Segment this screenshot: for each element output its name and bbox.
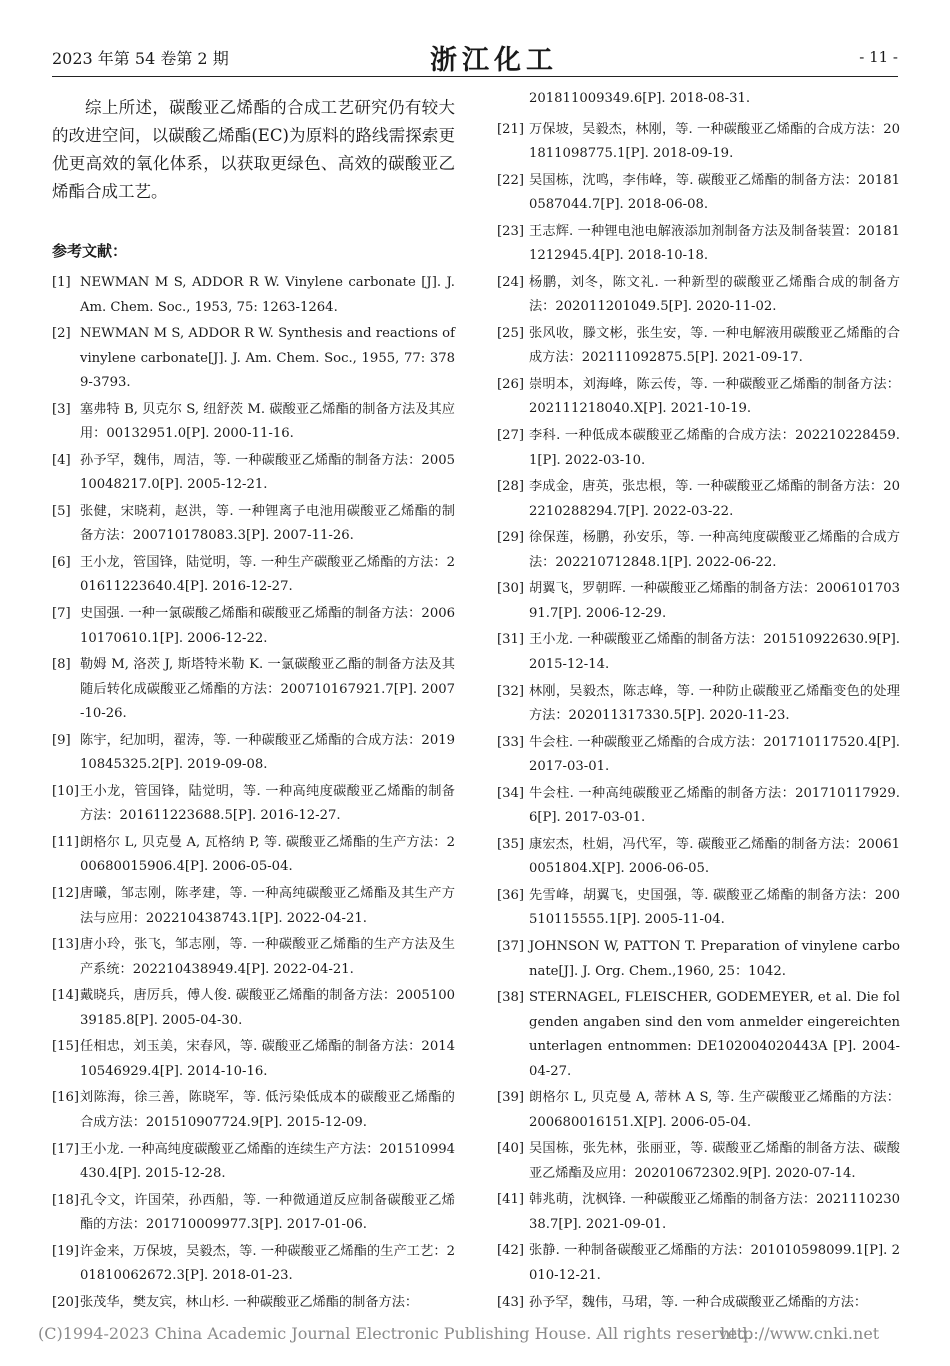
reference-item <box>497 169 900 218</box>
reference-item <box>497 577 900 626</box>
reference-item <box>497 475 900 524</box>
reference-text: 刘陈海，徐三善，陈晓军，等. 低污染低成本的碳酸亚乙烯酯的合成方法：201510907724.9[P]. 2015-12-09. <box>80 1090 455 1130</box>
reference-number: [29] <box>497 530 525 546</box>
reference-text: 牛会柱. 一种高纯碳酸亚乙烯酯的制备方法：201710117929.6[P]. 2017-03-01. <box>529 785 900 826</box>
summary-paragraph: 综上所述，碳酸亚乙烯酯的合成工艺研究仍有较大的改进空间，以碳酸乙烯酯(EC)为原料的路线需探索更优更高效的氧化体系，以获取更绿色、高效的碳酸亚乙烯酯合成工艺。 <box>52 98 455 201</box>
reference-text: 勒姆 M, 洛茨 J, 斯塔特米勒 K. 一氯碳酸亚乙酯的制备方法及其随后转化成碳酸亚乙烯酯的方法：200710167921.7[P]. 2007-10-26. <box>80 657 455 722</box>
reference-item <box>497 220 900 269</box>
reference-item <box>52 1035 455 1084</box>
reference-text: 孔令文，许国荣，孙西船，等. 一种微通道反应制备碳酸亚乙烯酯的方法：201710009977.3[P]. 2017-01-06. <box>80 1192 455 1233</box>
reference-item <box>52 653 455 727</box>
journal-title: 浙江化工 <box>430 45 558 76</box>
reference-item <box>497 680 900 729</box>
reference-text: 任相忠，刘玉美，宋春风，等. 碳酸亚乙烯酯的制备方法：201410546929.4[P]. 2014-10-16. <box>80 1039 455 1079</box>
reference-item <box>497 628 900 677</box>
reference-item <box>52 322 455 396</box>
reference-text: 康宏杰，杜娟，冯代军，等. 碳酸亚乙烯酯的制备方法：200610051804.X[P]. 2006-06-05. <box>529 836 900 877</box>
reference-item <box>52 831 455 880</box>
reference-number: [1] <box>52 275 71 290</box>
reference-number: [31] <box>497 632 525 648</box>
reference-item <box>52 1291 455 1316</box>
reference-item <box>52 271 455 320</box>
reference-item <box>497 1239 900 1288</box>
reference-text: 陈宇，纪加明，翟涛，等. 一种碳酸亚乙烯酯的合成方法：201910845325.2[P]. 2019-09-08. <box>80 732 455 773</box>
reference-number: [21] <box>497 121 525 137</box>
reference-number: [18] <box>52 1192 80 1208</box>
reference-text: JOHNSON W, PATTON T. Preparation of vinylene carbonate[J]. J. Org. Chem.,1960, 25：1042. <box>529 939 900 979</box>
reference-item <box>52 449 455 498</box>
reference-number: [3] <box>52 401 71 417</box>
reference-number: [5] <box>52 503 71 519</box>
reference-text: 李科. 一种低成本碳酸亚乙烯酯的合成方法：202210228459.1[P]. 2022-03-10. <box>529 428 900 468</box>
reference-number: [9] <box>52 732 71 748</box>
page-header <box>0 0 950 78</box>
reference-text: 吴国栋，沈鸣，李伟峰，等. 碳酸亚乙烯酯的制备方法：201810587044.7[P]. 2018-06-08. <box>529 172 900 213</box>
left-column <box>52 84 455 1317</box>
reference-item <box>497 1291 900 1316</box>
reference-number: [36] <box>497 887 525 903</box>
reference-item <box>497 424 900 473</box>
reference-text: 戴晓兵，唐厉兵，傅人俊. 碳酸亚乙烯酯的制备方法：200510039185.8[P]. 2005-04-30. <box>80 988 455 1028</box>
reference-number: [38] <box>497 990 525 1006</box>
reference-number: [26] <box>497 376 525 392</box>
reference-number: [30] <box>497 581 525 597</box>
reference-text: 王小龙，管国锋，陆觉明，等. 一种高纯度碳酸亚乙烯酯的制备方法：201611223688.5[P]. 2016-12-27. <box>80 783 455 824</box>
reference-number: [7] <box>52 606 71 622</box>
reference-number: [40] <box>497 1141 525 1157</box>
header-rule <box>52 76 898 77</box>
reference-item <box>52 500 455 549</box>
page-footer <box>20 1316 950 1356</box>
reference-item <box>52 602 455 651</box>
copyright-notice: (C)1994-2023 China Academic Journal Electronic Publishing House. All rights reserved. <box>38 1324 753 1343</box>
reference-text: NEWMAN M S, ADDOR R W. Vinylene carbonate [J]. J. Am. Chem. Soc., 1953, 75: 1263-1264. <box>80 275 455 315</box>
reference-number: [4] <box>52 452 71 468</box>
reference-item <box>52 1189 455 1238</box>
reference-item <box>52 882 455 931</box>
reference-item <box>52 1138 455 1187</box>
reference-item <box>497 1188 900 1237</box>
reference-text: STERNAGEL, FLEISCHER, GODEMEYER, et al. Die folgenden angaben sind den vom anmelder eingereichten unterlagen entnommen: DE102004020443A [P]. 2004-04-27. <box>529 990 900 1079</box>
reference-text: 唐小玲，张飞，邹志刚，等. 一种碳酸亚乙烯酯的生产方法及生产系统：202210438949.4[P]. 2022-04-21. <box>80 937 455 977</box>
reference-text: 王小龙. 一种高纯度碳酸亚乙烯酯的连续生产方法：201510994430.4[P]. 2015-12-28. <box>80 1141 455 1181</box>
reference-text: 唐曦，邹志刚，陈孝建，等. 一种高纯碳酸亚乙烯酯及其生产方法与应用：202210438743.1[P]. 2022-04-21. <box>80 886 455 926</box>
reference-text: 胡翼飞，罗朝晖. 一种碳酸亚乙烯酯的制备方法：200610170391.7[P]. 2006-12-29. <box>529 581 900 621</box>
reference-item <box>497 833 900 882</box>
reference-number: [34] <box>497 785 525 801</box>
reference-number: [13] <box>52 937 80 953</box>
reference-item <box>497 935 900 984</box>
reference-item <box>497 782 900 831</box>
reference-number: [12] <box>52 886 80 902</box>
reference-number: [39] <box>497 1090 525 1106</box>
reference-number: [6] <box>52 554 71 570</box>
reference-text: 朗格尔 L, 贝克曼 A, 蒂林 A S, 等. 生产碳酸亚乙烯酯的方法：200680016151.X[P]. 2006-05-04. <box>529 1090 900 1130</box>
reference-text: 李成金，唐英，张忠根，等. 一种碳酸亚乙烯酯的制备方法：202210288294.7[P]. 2022-03-22. <box>529 479 900 519</box>
reference-text: 崇明本，刘海峰，陈云传，等. 一种碳酸亚乙烯酯的制备方法：202111218040.X[P]. 2021-10-19. <box>529 376 900 417</box>
reference-number: [42] <box>497 1243 525 1259</box>
reference-text: 张健，宋晓莉，赵洪，等. 一种锂离子电池用碳酸亚乙烯酯的制备方法：200710178083.3[P]. 2007-11-26. <box>80 503 455 544</box>
reference-text: 先雪峰，胡翼飞，史国强，等. 碳酸亚乙烯酯的制备方法：200510115555.1[P]. 2005-11-04. <box>529 887 900 928</box>
reference-text: 林刚，吴毅杰，陈志峰，等. 一种防止碳酸亚乙烯酯变色的处理方法：202011317330.5[P]. 2020-11-23. <box>529 683 900 724</box>
reference-number: [14] <box>52 988 80 1004</box>
reference-number: [2] <box>52 326 71 342</box>
reference-text: 朗格尔 L, 贝克曼 A, 瓦格纳 P, 等. 碳酸亚乙烯酯的生产方法：200680015906.4[P]. 2006-05-04. <box>80 834 455 875</box>
right-reference-list <box>497 118 900 1316</box>
reference-text: 孙予罕，魏伟，马珺，等. 一种合成碳酸亚乙烯酯的方法： <box>529 1294 868 1310</box>
reference-number: [35] <box>497 836 525 852</box>
reference-text: 张静. 一种制备碳酸亚乙烯酯的方法：201010598099.1[P]. 2010-12-21. <box>529 1243 900 1283</box>
reference-text: 牛会柱. 一种碳酸亚乙烯酯的合成方法：201710117520.4[P]. 2017-03-01. <box>529 734 900 775</box>
reference-text: 杨鹏，刘冬，陈文礼. 一种新型的碳酸亚乙烯酯合成的制备方法：202011201049.5[P]. 2020-11-02. <box>529 274 900 315</box>
reference-text: 史国强. 一种一氯碳酸乙烯酯和碳酸亚乙烯酯的制备方法：200610170610.1[P]. 2006-12-22. <box>80 606 455 646</box>
reference-item <box>52 551 455 600</box>
reference-number: [23] <box>497 223 525 239</box>
reference-text: 王志辉. 一种锂电池电解液添加剂制备方法及制备装置：201811212945.4[P]. 2018-10-18. <box>529 223 900 264</box>
reference-text: 张茂华，樊友宾，林山杉. 一种碳酸亚乙烯酯的制备方法： <box>80 1294 419 1310</box>
reference-text: 韩兆萌，沈枫锋. 一种碳酸亚乙烯酯的制备方法：202111023038.7[P]. 2021-09-01. <box>529 1192 900 1232</box>
reference-item <box>497 271 900 320</box>
reference-item <box>497 884 900 933</box>
reference-number: [43] <box>497 1294 525 1310</box>
reference-item <box>52 398 455 447</box>
reference-item <box>52 1240 455 1289</box>
reference-number: [19] <box>52 1243 80 1259</box>
reference-number: [17] <box>52 1141 80 1157</box>
reference-text: 张风收，滕文彬，张生安，等. 一种电解液用碳酸亚乙烯酯的合成方法：202111092875.5[P]. 2021-09-17. <box>529 325 900 366</box>
issue-info: 2023 年第 54 卷第 2 期 <box>52 49 229 68</box>
reference-number: [32] <box>497 683 525 699</box>
page-number: - 11 - <box>859 48 898 66</box>
reference-text: 塞弗特 B, 贝克尔 S, 纽舒茨 M. 碳酸亚乙烯酯的制备方法及其应用：00132951.0[P]. 2000-11-16. <box>80 401 455 442</box>
reference-text: 万保坡，吴毅杰，林刚，等. 一种碳酸亚乙烯酯的合成方法：201811098775.1[P]. 2018-09-19. <box>529 121 900 161</box>
footer-url[interactable]: http://www.cnki.net <box>720 1324 880 1343</box>
reference-item <box>52 933 455 982</box>
reference-item <box>497 322 900 371</box>
reference-text: 徐保莲，杨鹏，孙安乐，等. 一种高纯度碳酸亚乙烯酯的合成方法：202210712848.1[P]. 2022-06-22. <box>529 530 900 570</box>
reference-number: [27] <box>497 428 525 444</box>
reference-item <box>497 118 900 167</box>
reference-item <box>497 373 900 422</box>
reference-text: 许金来，万保坡，吴毅杰，等. 一种碳酸亚乙烯酯的生产工艺：201810062672.3[P]. 2018-01-23. <box>80 1243 455 1284</box>
reference-number: [8] <box>52 657 71 673</box>
left-reference-list <box>52 271 455 1315</box>
reference-number: [33] <box>497 734 525 750</box>
reference-number: [24] <box>497 274 525 290</box>
reference-number: [10] <box>52 783 80 799</box>
reference-number: [41] <box>497 1192 525 1208</box>
reference-item <box>497 1086 900 1135</box>
reference-text: 孙予罕，魏伟，周洁，等. 一种碳酸亚乙烯酯的制备方法：200510048217.0[P]. 2005-12-21. <box>80 452 455 493</box>
references-heading: 参考文献： <box>52 242 128 260</box>
reference-number: [25] <box>497 325 525 341</box>
reference-number: [20] <box>52 1294 80 1310</box>
reference-text: 王小龙，管国锋，陆觉明，等. 一种生产碳酸亚乙烯酯的方法：201611223640.4[P]. 2016-12-27. <box>80 554 455 595</box>
reference-continuation: 201811009349.6[P]. 2018-08-31. <box>529 91 751 106</box>
reference-number: [22] <box>497 172 525 188</box>
reference-number: [15] <box>52 1039 80 1055</box>
reference-number: [16] <box>52 1090 80 1106</box>
reference-item <box>497 526 900 575</box>
reference-number: [11] <box>52 834 80 850</box>
reference-item <box>497 986 900 1084</box>
reference-item <box>52 780 455 829</box>
reference-number: [37] <box>497 939 525 954</box>
reference-item <box>497 1137 900 1186</box>
reference-item <box>52 1086 455 1135</box>
reference-text: NEWMAN M S, ADDOR R W. Synthesis and reactions of vinylene carbonate[J]. J. Am. Chem. Soc., 1955, 77: 3789-3793. <box>80 326 455 391</box>
reference-item <box>52 729 455 778</box>
reference-item <box>497 731 900 780</box>
reference-text: 王小龙. 一种碳酸亚乙烯酯的制备方法：201510922630.9[P]. 2015-12-14. <box>529 632 900 672</box>
reference-item <box>52 984 455 1033</box>
reference-text: 吴国栋，张先林，张丽亚，等. 碳酸亚乙烯酯的制备方法、碳酸亚乙烯酯及应用：202010672302.9[P]. 2020-07-14. <box>529 1141 900 1181</box>
reference-number: [28] <box>497 479 525 495</box>
right-column <box>497 84 900 1317</box>
